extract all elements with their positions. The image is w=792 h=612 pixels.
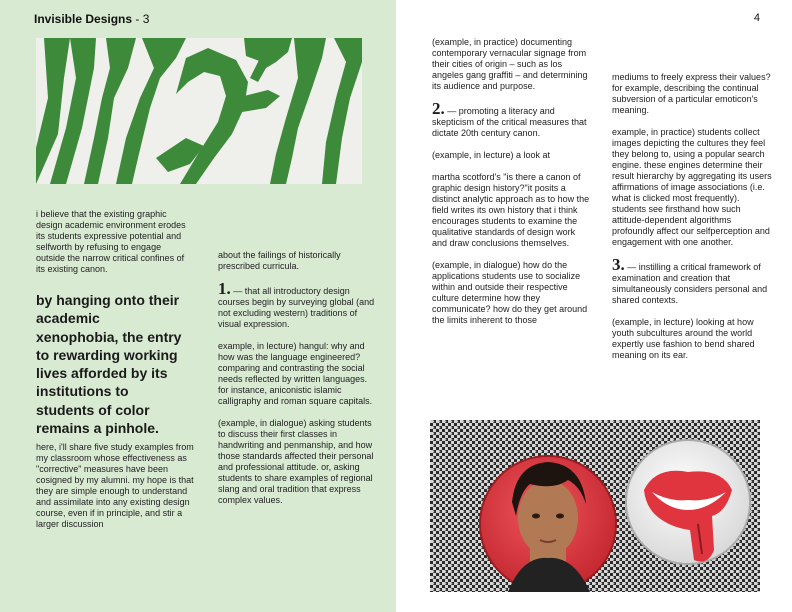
column-2 bbox=[218, 250, 376, 506]
col2-example-1: example, in lecture) hangul: why and how was the language engineered? comparing and contrasting the social needs reflected by written languages. for instance, aniconistic islamic calligraphy and roman square capitals. bbox=[218, 341, 373, 406]
intro-paragraph-2 bbox=[36, 442, 196, 530]
intro2-text: here, i'll share five study examples from my classroom whose effectiveness as "corrective" measures have been cosigned by my alumni. my hope is that they are simple enough to understand and assimilate into any existing design course, even if in principle, and stir a larger discussion bbox=[36, 442, 194, 529]
col3-example-4: (example, in dialogue) how do the applications students use to socialize within and outside their respective culture determine how they communicate? how do they get around the limits inherent to those bbox=[432, 260, 588, 325]
column-3 bbox=[432, 37, 592, 326]
col4-continuation: mediums to freely express their values? for example, describing the continual subversion of a particular emoticon's meaning. bbox=[612, 72, 771, 115]
calligraphy-image bbox=[36, 38, 362, 184]
col2-continuation: about the failings of historically prescribed curricula. bbox=[218, 250, 341, 271]
section-3 bbox=[612, 255, 772, 306]
pull-quote: by hanging onto their academic xenophobia, the entry to rewarding working lives afforded by its institutions to students of color remains a pinhole. bbox=[36, 292, 182, 437]
col2-example-2: (example, in dialogue) asking students to discuss their first classes in handwriting and penmanship, and how those standards affected their personal and professional attitude. or, asking students to share examples of regional slang and oral tradition that express complex values. bbox=[218, 418, 374, 505]
pin-buttons-photo bbox=[430, 420, 760, 592]
page-number-left: - 3 bbox=[132, 12, 150, 26]
blackletter-calligraphy-illustration bbox=[36, 38, 362, 184]
publication-title: Invisible Designs bbox=[34, 12, 133, 26]
col4-example-2: (example, in lecture) looking at how youth subcultures around the world expertly use fashion to bend shared meaning on its ear. bbox=[612, 317, 755, 360]
section-1-number: 1. bbox=[218, 279, 231, 298]
col3-example-1: (example, in practice) documenting contemporary vernacular signage from their cities of origin – such as los angeles gang graffiti – and determining its audience and purpose. bbox=[432, 37, 588, 91]
column-4 bbox=[612, 72, 772, 361]
col3-example-2: (example, in lecture) a look at bbox=[432, 150, 551, 160]
section-2-text: — promoting a literacy and skepticism of the critical measures that dictate 20th century canon. bbox=[432, 106, 587, 138]
intro-paragraph bbox=[36, 209, 188, 275]
running-header bbox=[34, 12, 149, 26]
col4-example-1: example, in practice) students collect images depicting the cultures they feel they belong to, using a popular search engine. these engines determine their result hierarchy by aggregating its users affirmations of image associations (i.e. what is clicked most frequently). students see firsthand how such attitude-dependent algorithms profoundly affect our selfperception and engagement with one another. bbox=[612, 127, 772, 247]
page-number-right: 4 bbox=[753, 12, 760, 24]
pin-badges-illustration bbox=[430, 420, 760, 592]
section-3-text: — instilling a critical framework of examination and creation that simultaneously considers personal and shared contexts. bbox=[612, 262, 768, 305]
section-2 bbox=[432, 99, 592, 139]
intro-text: i believe that the existing graphic design academic environment erodes its students expressive potential and selfworth by refusing to engage outside the narrow critical confines of its existing canon. bbox=[36, 209, 186, 274]
section-1-text: — that all introductory design courses begin by surveying global (and not excluding western) traditions of visual expression. bbox=[218, 286, 375, 329]
section-3-number: 3. bbox=[612, 255, 625, 274]
col3-example-3: martha scotford's "is there a canon of graphic design history?"it posits a distinct analytic approach as to how the field writes its own history that i think encourages students to examine the qualitative standards of design work and draw conclusions themselves. bbox=[432, 172, 590, 248]
section-1 bbox=[218, 279, 376, 330]
section-2-number: 2. bbox=[432, 99, 445, 118]
